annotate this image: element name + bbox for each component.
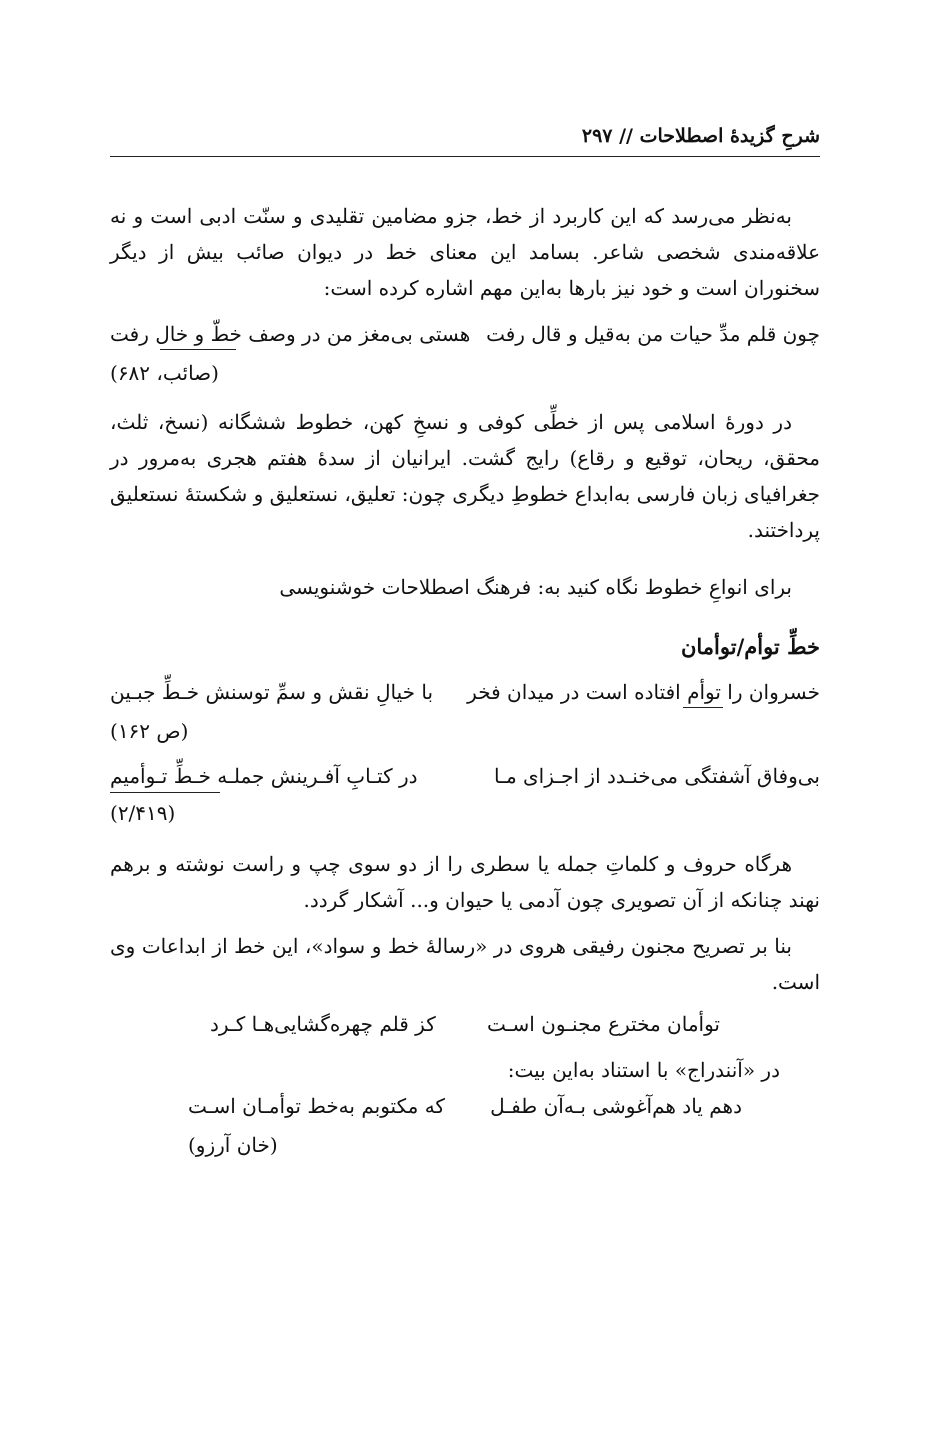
- emphasis-underline: [160, 349, 236, 350]
- verse-source: (ص ۱۶۲): [110, 719, 189, 743]
- running-header: [110, 122, 820, 157]
- verse-hemistich: در کتـابِ آفـرینش جملـه خـطِّ تـوأمیم: [110, 764, 418, 788]
- verse-source: (خان آرزو): [188, 1133, 278, 1157]
- verse-source: (۲/۴۱۹): [110, 801, 176, 825]
- paragraph-definition: هرگاه حروف و کلماتِ جمله یا سطری را از دو سوی چپ و راست نوشته و برهم نهند چنانکه از آن تصویری چون آدمی یا حیوان و... آشکار گردد.: [110, 852, 820, 912]
- verse-khosrovan: [110, 674, 820, 710]
- verse-hemistich: هستی بی‌مغز من در وصف خطّ و خال رفت: [110, 322, 471, 346]
- running-head-text: شرحِ گزیدهٔ اصطلاحات // ۲۹۷: [581, 125, 820, 147]
- verse-source: (صائب، ۶۸۲): [110, 361, 219, 385]
- verse-hemistich: که مکتوبم به‌خط توأمـان اسـت: [188, 1094, 445, 1118]
- paragraph-reference: برای انواعِ خطوط نگاه کنید به: فرهنگ اصطلاحات خوشنویسی: [279, 575, 792, 599]
- verse-hemistich: چون قلم مدِّ حیات من به‌قیل و قال رفت: [486, 322, 820, 346]
- paragraph-intro: به‌نظر می‌رسد که این کاربرد از خط، جزو مضامین تقلیدی و سنّت ادبی است و نه علاقه‌مندی شخصی شاعر. بسامد این معنای خط در دیوان صائب بیش از دیگر سخنوران است و خود نیز بارها به‌این مهم اشاره کرده است:: [110, 204, 820, 300]
- paragraph-majnun: بنا بر تصریح مجنون رفیقی هروی در «رسالهٔ خط و سواد»، این خط از ابداعات وی است.: [110, 934, 820, 994]
- emphasis-underline: [110, 792, 220, 793]
- verse-hemistich: بی‌وفاق آشفتگی می‌خنـدد از اجـزای مـا: [494, 764, 820, 788]
- verse-hemistich: دهم یاد هم‌آغوشی بـه‌آن طفـل: [490, 1094, 742, 1118]
- paragraph-anandraj: در «آنندراج» با استناد به‌این بیت:: [507, 1058, 780, 1082]
- entry-title: خطِّ توأم/توأمان: [680, 634, 820, 659]
- verse-hemistich: کز قلم چهره‌گشایی‌هـا کـرد: [210, 1012, 436, 1036]
- emphasis-underline: [683, 707, 723, 708]
- paragraph-islamic-scripts: در دورهٔ اسلامی پس از خطِّی کوفی و نسخِ کهن، خطوط ششگانه (نسخ، ثلث، محقق، ریحان، توقیع و رقاع) رایج گشت. ایرانیان از سدهٔ هفتم هجری به‌مرور در جغرافیای زبان فارسی به‌ابداع خطوطِ دیگری چون: تعلیق، نستعلیق و شکستهٔ نستعلیق پرداختند.: [110, 410, 820, 542]
- verse-hemistich: خسروان را توأم افتاده است در میدان فخر: [467, 680, 820, 704]
- verse-hemistich: توأمان مخترع مجنـون اسـت: [487, 1012, 720, 1036]
- verse-hemistich: با خیالِ نقش و سمِّ توسنش خـطِّ جبـین: [110, 680, 434, 704]
- verse-bivefagh: [110, 758, 820, 794]
- verse-saeb: [110, 316, 820, 352]
